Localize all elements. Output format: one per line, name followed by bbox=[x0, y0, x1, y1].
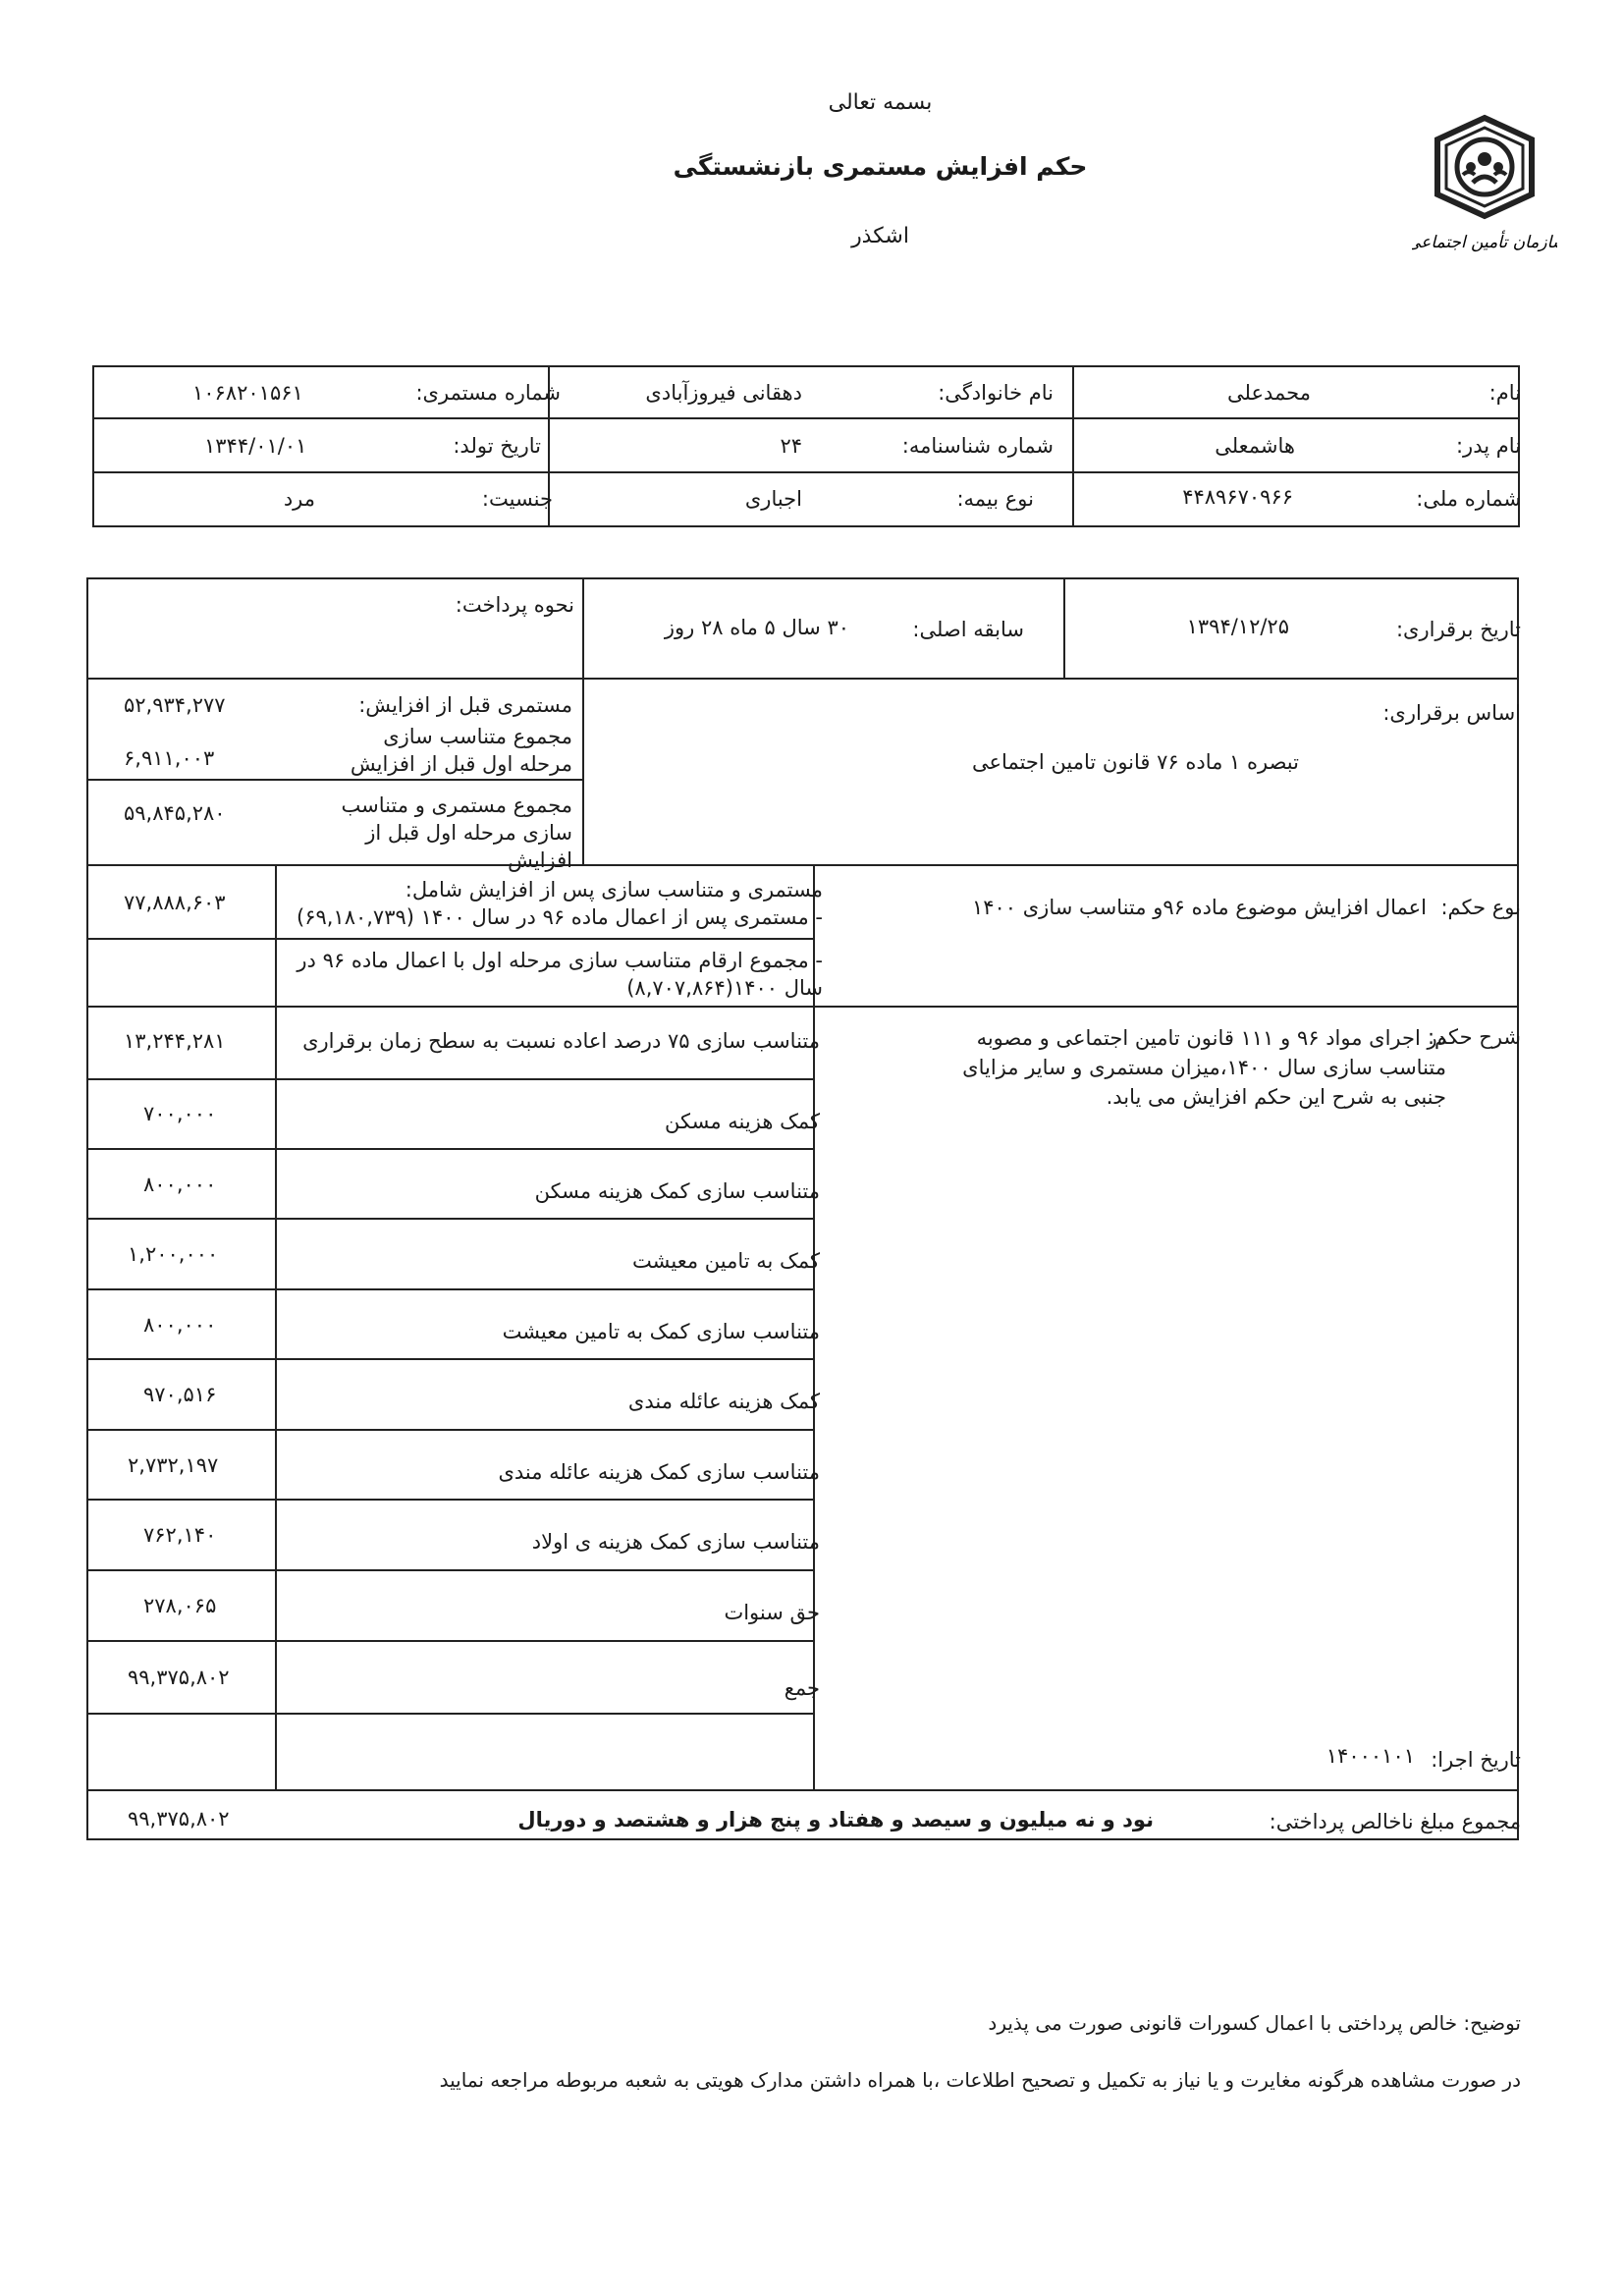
father-value: هاشمعلی bbox=[1215, 434, 1295, 458]
national-value: ۴۴۸۹۶۷۰۹۶۶ bbox=[1182, 485, 1293, 509]
item-value: ۹۷۰,۵۱۶ bbox=[143, 1383, 217, 1406]
organization-logo bbox=[1412, 110, 1557, 267]
family-label: نام خانوادگی: bbox=[938, 381, 1054, 405]
national-label: شماره ملی: bbox=[1416, 487, 1521, 511]
item-label: متناسب سازی کمک هزینه ی اولاد bbox=[531, 1530, 820, 1554]
item-value: ۷۰۰,۰۰۰ bbox=[143, 1102, 217, 1125]
item-label: متناسب سازی کمک هزینه مسکن bbox=[534, 1179, 820, 1203]
description-label: شرح حکم: bbox=[1427, 1025, 1521, 1049]
item-value: ۱,۲۰۰,۰۰۰ bbox=[128, 1242, 219, 1266]
ruling-type-value: اعمال افزایش موضوع ماده ۹۶و متناسب سازی ۱۴۰۰ bbox=[971, 896, 1427, 919]
id-no-value: ۲۴ bbox=[780, 434, 802, 458]
payment-method-label: نحوه پرداخت: bbox=[455, 593, 574, 617]
establish-date-label: تاریخ برقراری: bbox=[1395, 618, 1521, 641]
ruling-type-label: نوع حکم: bbox=[1440, 896, 1521, 919]
item-value: ۸۰۰,۰۰۰ bbox=[143, 1173, 217, 1196]
item-value: ۸۰۰,۰۰۰ bbox=[143, 1313, 217, 1337]
sum-label: جمع bbox=[784, 1676, 820, 1700]
logo-caption: سازمان تأمین اجتماعی bbox=[1412, 233, 1557, 252]
birth-value: ۱۳۴۴/۰۱/۰۱ bbox=[204, 434, 307, 458]
item-label: متناسب سازی کمک هزینه عائله مندی bbox=[498, 1460, 820, 1484]
document-title: حکم افزایش مستمری بازنشستگی bbox=[673, 152, 1088, 181]
sum-value: ۹۹,۳۷۵,۸۰۲ bbox=[128, 1666, 230, 1689]
description-value: در اجرای مواد ۹۶ و ۱۱۱ قانون تامین اجتماعی و مصوبه متناسب سازی سال ۱۴۰۰،میزان مستمری و سایر مزایای جنبی به شرح این حکم افزایش می یابد. bbox=[962, 1026, 1446, 1109]
name-label: نام: bbox=[1488, 381, 1521, 405]
exec-date-label: تاریخ اجرا: bbox=[1431, 1748, 1521, 1772]
item-label: کمک هزینه مسکن bbox=[665, 1110, 820, 1133]
service-label: سابقه اصلی: bbox=[912, 618, 1024, 641]
item-label: حق سنوات bbox=[724, 1601, 820, 1624]
item-value: ۷۶۲,۱۴۰ bbox=[143, 1523, 217, 1547]
father-label: نام پدر: bbox=[1455, 434, 1521, 458]
net-total-label: مجموع مبلغ ناخالص پرداختی: bbox=[1269, 1810, 1521, 1833]
insurance-type-label: نوع بیمه: bbox=[956, 487, 1034, 511]
item-value: ۱۳,۲۴۴,۲۸۱ bbox=[124, 1029, 226, 1053]
insurance-type-value: اجباری bbox=[744, 487, 802, 511]
basis-label: اساس برقراری: bbox=[1382, 701, 1521, 725]
bismillah: بسمه تعالی bbox=[828, 90, 933, 115]
item-value: ۲۷۸,۰۶۵ bbox=[143, 1594, 217, 1617]
after-title: مستمری و متناسب سازی پس از افزایش شامل: bbox=[405, 878, 823, 902]
item-label: کمک به تامین معیشت bbox=[632, 1249, 820, 1273]
after-value: ۷۷,۸۸۸,۶۰۳ bbox=[124, 891, 226, 914]
gender-value: مرد bbox=[283, 487, 315, 511]
item-label: متناسب سازی ۷۵ درصد اعاده نسبت به سطح زمان برقراری bbox=[302, 1029, 820, 1053]
name-value: محمدعلی bbox=[1227, 381, 1311, 405]
birth-label: تاریخ تولد: bbox=[453, 434, 541, 458]
sum-before-label: مجموع مستمری و متناسب سازی مرحله اول قبل از افزایش bbox=[341, 793, 572, 872]
pension-no-label: شماره مستمری: bbox=[415, 381, 561, 405]
ruling-table bbox=[86, 577, 1519, 1840]
after-line1: - مستمری پس از اعمال ماده ۹۶ در سال ۱۴۰۰ (۶۹,۱۸۰,۷۳۹) bbox=[296, 905, 823, 929]
adj-before-value: ۶,۹۱۱,۰۰۳ bbox=[124, 746, 215, 770]
adj-before-label: مجموع متناسب سازی مرحله اول قبل از افزایش bbox=[350, 725, 572, 776]
after-line2: - مجموع ارقام متناسب سازی مرحله اول با اعمال ماده ۹۶ در سال ۱۴۰۰(۸,۷۰۷,۸۶۴) bbox=[297, 949, 823, 1000]
pension-before-value: ۵۲,۹۳۴,۲۷۷ bbox=[124, 693, 226, 717]
exec-date-value: ۱۴۰۰۰۱۰۱ bbox=[1325, 1744, 1415, 1768]
item-value: ۲,۷۳۲,۱۹۷ bbox=[128, 1453, 219, 1477]
item-label: کمک هزینه عائله مندی bbox=[627, 1390, 820, 1413]
note-discrepancy: در صورت مشاهده هرگونه مغایرت و یا نیاز به تکمیل و تصحیح اطلاعات ،با همراه داشتن مدارک هویتی به شعبه مربوطه مراجعه نمایید bbox=[439, 2068, 1521, 2092]
note-deductions: توضیح: خالص پرداختی با اعمال کسورات قانونی صورت می پذیرد bbox=[988, 2011, 1521, 2035]
net-total-words: نود و نه میلیون و سیصد و هفتاد و پنج هزار و هشتصد و دوریال bbox=[517, 1808, 1154, 1831]
service-value: ۳۰ سال ۵ ماه ۲۸ روز bbox=[664, 616, 849, 639]
gender-label: جنسیت: bbox=[481, 487, 553, 511]
net-total-value: ۹۹,۳۷۵,۸۰۲ bbox=[128, 1807, 230, 1831]
sum-before-value: ۵۹,۸۴۵,۲۸۰ bbox=[124, 801, 226, 825]
item-label: متناسب سازی کمک به تامین معیشت bbox=[502, 1320, 820, 1343]
family-value: دهقانی فیروزآبادی bbox=[645, 381, 802, 405]
basis-value: تبصره ۱ ماده ۷۶ قانون تامین اجتماعی bbox=[972, 750, 1299, 774]
pension-no-value: ۱۰۶۸۲۰۱۵۶۱ bbox=[192, 381, 303, 405]
id-no-label: شماره شناسنامه: bbox=[901, 434, 1054, 458]
pension-before-label: مستمری قبل از افزایش: bbox=[358, 693, 572, 717]
branch-name: اشکذر bbox=[851, 224, 909, 248]
establish-date-value: ۱۳۹۴/۱۲/۲۵ bbox=[1186, 615, 1289, 638]
